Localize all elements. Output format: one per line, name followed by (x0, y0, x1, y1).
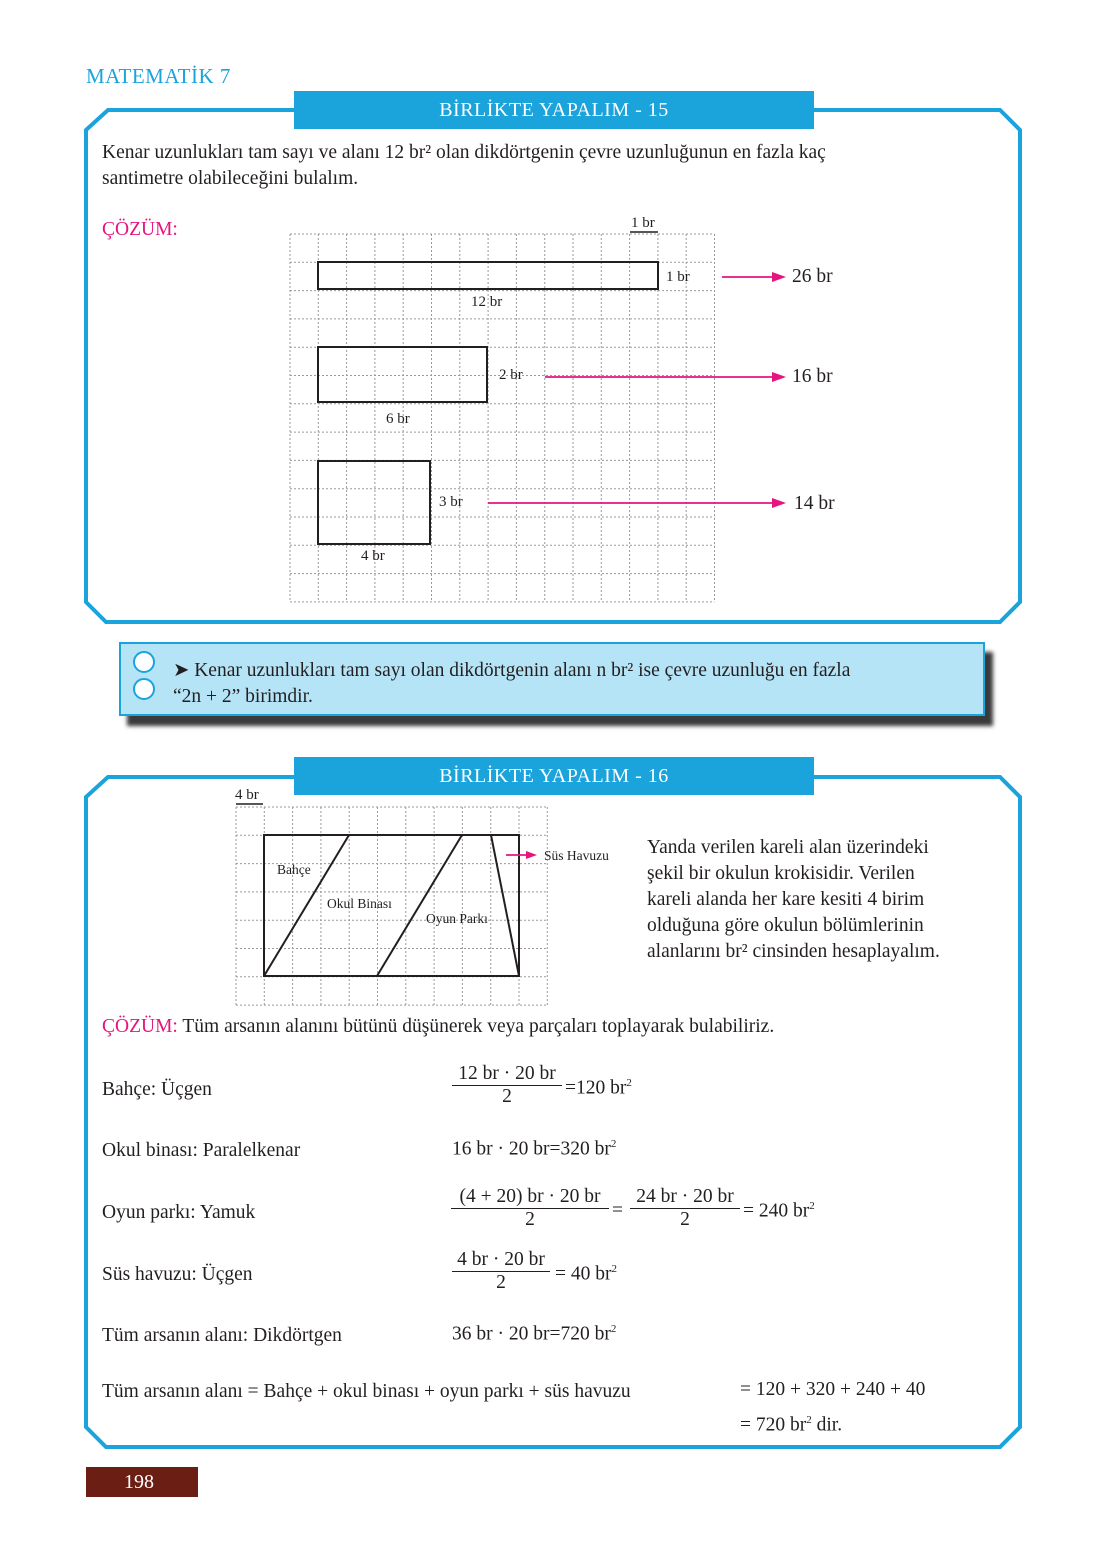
subject-header: MATEMATİK 7 (86, 64, 231, 88)
row-label-garden: Bahçe: Üçgen (102, 1079, 212, 1100)
fraction-garden (452, 1063, 562, 1108)
description-line: kareli alanda her kare kesiti 4 birim (647, 889, 925, 910)
section16-title: BİRLİKTE YAPALIM - 16 (294, 757, 814, 795)
page-number: 198 (86, 1467, 198, 1497)
rect1-height: 1 br (666, 269, 690, 285)
rect3-result: 14 br (794, 493, 835, 514)
row-label-playground: Oyun parkı: Yamuk (102, 1202, 256, 1223)
solution-label-15: ÇÖZÜM: (102, 219, 178, 240)
map-label-school: Okul Binası (327, 896, 392, 911)
rect1-result: 26 br (792, 266, 833, 287)
section15-title: BİRLİKTE YAPALIM - 15 (294, 91, 814, 129)
unit-label-15: 1 br (631, 215, 655, 231)
rect-4x3 (318, 461, 430, 544)
note-line-1: ➤ Kenar uzunlukları tam sayı olan dikdörtgenin alanı n br² ise çevre uzunluğu en fazla (173, 660, 851, 681)
denominator: 2 (680, 1209, 690, 1230)
sum-line-2: = 720 $br^2$ dir. (740, 1414, 843, 1436)
description-line: şekil bir okulun krokisidir. Verilen (647, 863, 915, 884)
question-line-1: Kenar uzunlukları tam sayı ve alanı 12 br² olan dikdörtgenin çevre uzunluğunun en fazla kaç (102, 142, 826, 163)
question-line-2: santimetre olabileceğini bulalım. (102, 168, 359, 189)
rect-6x2 (318, 347, 487, 402)
description-line: Yanda verilen kareli alan üzerindeki (647, 837, 929, 858)
rect2-height: 2 br (499, 367, 523, 383)
map-label-playground: Oyun Parkı (426, 911, 488, 926)
description-line: olduğuna göre okulun bölümlerinin (647, 915, 924, 936)
rect3-height: 3 br (439, 494, 463, 510)
expr-school: 16 br · 20 br=320 $br^2$ (452, 1138, 617, 1160)
rect2-result: 16 br (792, 366, 833, 387)
sum-label: Tüm arsanın alanı = Bahçe + okul binası + oyun parkı + süs havuzu (102, 1381, 631, 1402)
info-note (119, 642, 985, 716)
row-label-total: Tüm arsanın alanı: Dikdörtgen (102, 1325, 342, 1346)
unit-label-16: 4 br (235, 787, 259, 803)
equals-sign: = (612, 1200, 623, 1221)
rect1-width: 12 br (471, 294, 503, 310)
map-label-garden: Bahçe (277, 862, 311, 877)
map-label-pool: Süs Havuzu (544, 848, 609, 863)
expr-total: 36 br · 20 br=720 $br^2$ (452, 1323, 617, 1345)
note-bullet-icon (133, 678, 155, 700)
row-label-pool: Süs havuzu: Üçgen (102, 1264, 253, 1285)
rect3-width: 4 br (361, 548, 385, 564)
result-garden: =120 $br^2$ (565, 1077, 632, 1099)
row-label-school: Okul binası: Paralelkenar (102, 1140, 301, 1161)
numerator: 4 br · 20 br (457, 1249, 545, 1270)
rect2-width: 6 br (386, 411, 410, 427)
denominator: 2 (502, 1086, 512, 1107)
note-line-2: “2n + 2” birimdir. (173, 686, 313, 707)
fraction-pool (452, 1249, 550, 1294)
description-line: alanlarını br² cinsinden hesaplayalım. (647, 941, 940, 962)
solution-label-16: ÇÖZÜM: (102, 1016, 178, 1037)
denominator: 2 (496, 1272, 506, 1293)
numerator: 24 br · 20 br (636, 1186, 734, 1207)
result-pool: = 40 $br^2$ (555, 1263, 617, 1285)
numerator: 12 br · 20 br (458, 1063, 556, 1084)
numerator: (4 + 20) br · 20 br (459, 1186, 601, 1207)
sum-line-1: = 120 + 320 + 240 + 40 (740, 1379, 926, 1400)
fraction-playground-2 (630, 1186, 740, 1231)
result-playground: = 240 $br^2$ (743, 1200, 815, 1222)
note-bullet-icon (133, 651, 155, 673)
solution-text-16: Tüm arsanın alanını bütünü düşünerek veya parçaları toplayarak bulabiliriz. (177, 1016, 775, 1037)
fraction-playground-1 (451, 1186, 609, 1231)
denominator: 2 (525, 1209, 535, 1230)
